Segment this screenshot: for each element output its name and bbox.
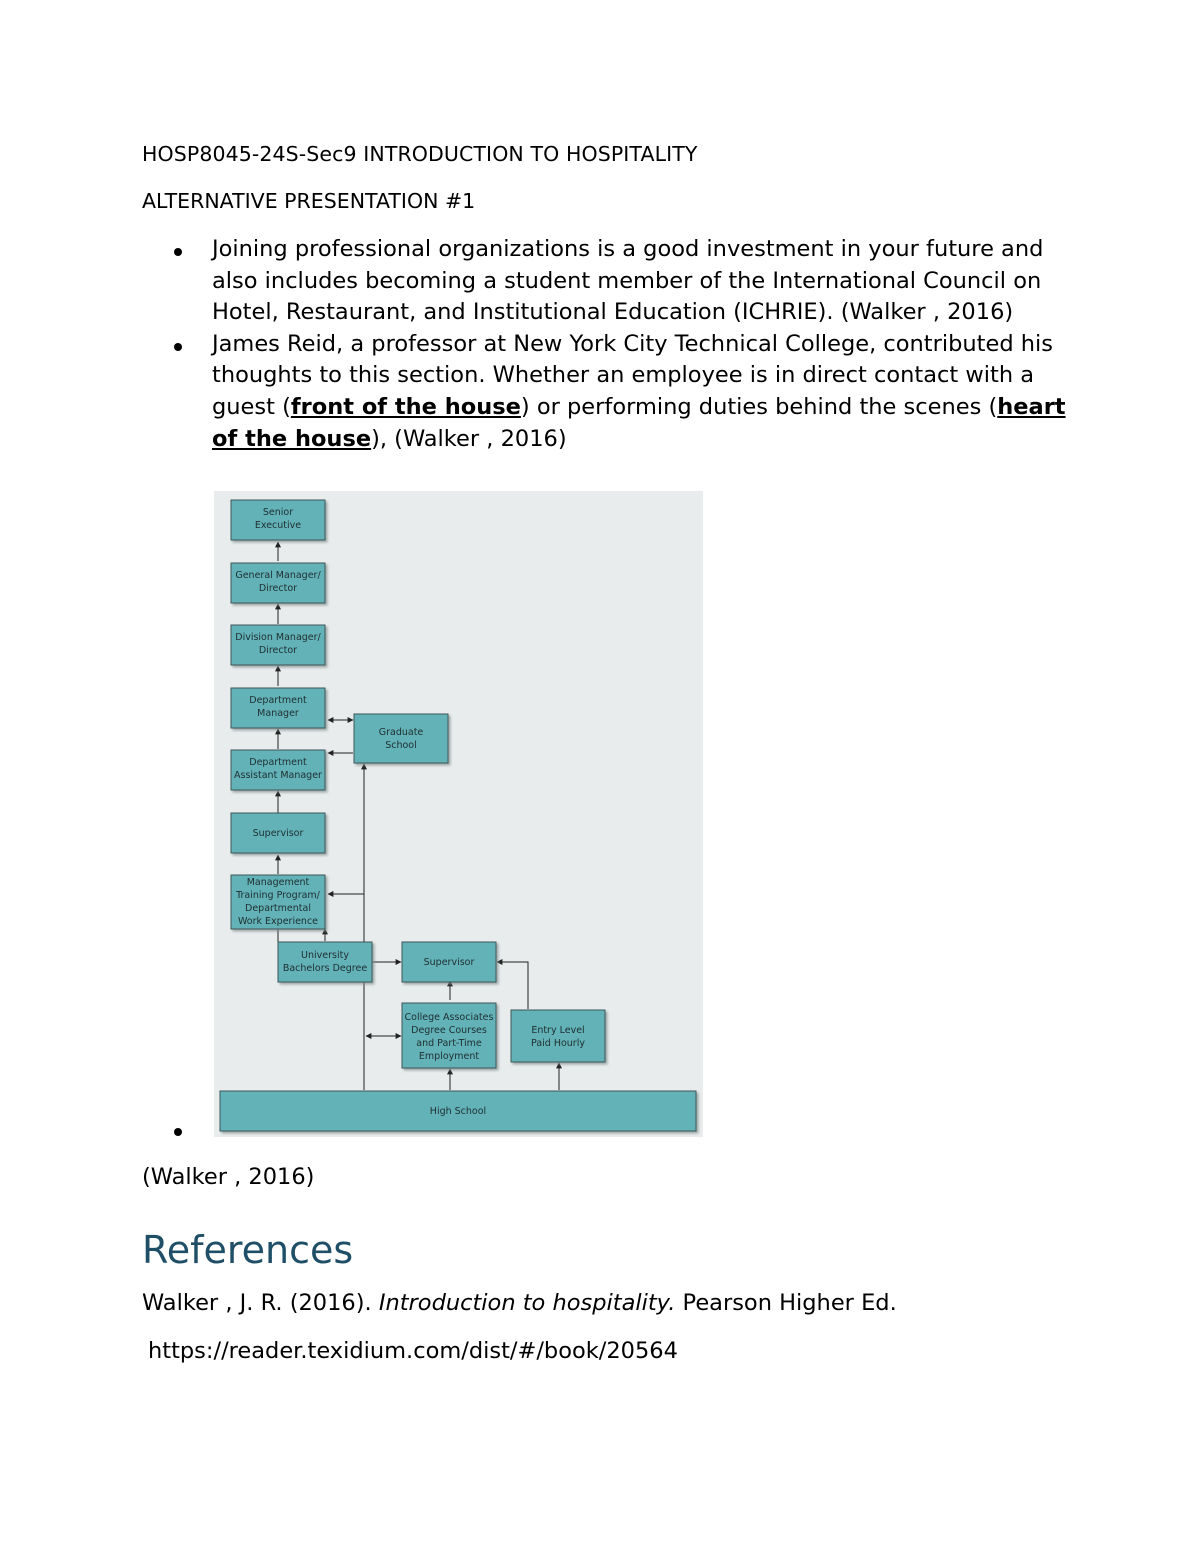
empty-bullet-dot <box>174 1128 182 1136</box>
label-mgmt-training-3: Departmental <box>245 903 311 914</box>
bullet-2-text-b: ) or performing duties behind the scenes ( <box>520 393 998 420</box>
label-supervisor-mid: Supervisor <box>423 957 475 968</box>
career-path-diagram <box>214 491 703 1137</box>
label-dept-mgr-1: Department <box>249 695 307 706</box>
bullet-list <box>142 234 1072 455</box>
bullet-2-text-c: ), (Walker , 2016) <box>371 425 567 452</box>
references-heading: References <box>142 1228 354 1272</box>
label-dept-asst-1: Department <box>249 757 307 768</box>
assignment-title: ALTERNATIVE PRESENTATION #1 <box>142 189 476 213</box>
bullet-item-1 <box>142 234 1072 329</box>
label-college-2: Degree Courses <box>411 1025 487 1036</box>
label-senior-executive-1: Senior <box>262 507 294 518</box>
node-entry-level <box>511 1010 605 1062</box>
node-university-degree <box>278 942 372 982</box>
node-graduate-school <box>354 714 448 763</box>
front-of-house-term: front of the house <box>290 393 521 420</box>
label-supervisor-left: Supervisor <box>252 828 304 839</box>
reference-url: https://reader.texidium.com/dist/#/book/20564 <box>148 1338 678 1364</box>
label-mgmt-training-1: Management <box>246 877 310 888</box>
bullet-dot <box>174 343 182 351</box>
heart-of-house-term: heart of the house <box>212 393 1066 452</box>
label-mgmt-training-2: Training Program/ <box>236 890 320 901</box>
course-title: HOSP8045-24S-Sec9 INTRODUCTION TO HOSPITALITY <box>142 142 698 166</box>
figure-citation: (Walker , 2016) <box>142 1164 315 1190</box>
label-entry-2: Paid Hourly <box>531 1038 585 1049</box>
bullet-1-text: Joining professional organizations is a good investment in your future and also includes becoming a student member of the International Council on Hotel, Restaurant, and Institutional Education (ICHRIE). (Walker , 2016) <box>212 236 1044 326</box>
label-gm-1: General Manager/ <box>235 570 321 581</box>
label-dept-mgr-2: Manager <box>257 708 299 719</box>
bullet-item-2 <box>142 329 1072 455</box>
label-senior-executive-2: Executive <box>254 520 302 531</box>
label-college-3: and Part-Time <box>416 1038 482 1049</box>
label-dept-asst-2: Assistant Manager <box>234 770 322 781</box>
reference-author: Walker , J. R. (2016). <box>142 1290 379 1316</box>
bullet-dot <box>174 248 182 256</box>
label-college-1: College Associates <box>404 1012 494 1023</box>
label-graduate-1: Graduate <box>378 727 424 738</box>
reference-publisher: Pearson Higher Ed. <box>675 1290 897 1316</box>
label-division-1: Division Manager/ <box>235 632 321 643</box>
label-graduate-2: School <box>385 740 417 751</box>
label-division-2: Director <box>258 645 298 656</box>
label-high-school: High School <box>429 1106 487 1117</box>
reference-title: Introduction to hospitality. <box>378 1290 676 1316</box>
reference-entry <box>142 1290 897 1316</box>
label-university-2: Bachelors Degree <box>282 963 368 974</box>
label-mgmt-training-4: Work Experience <box>237 916 319 927</box>
label-gm-2: Director <box>258 583 298 594</box>
label-university-1: University <box>301 950 349 961</box>
label-entry-1: Entry Level <box>531 1025 585 1036</box>
bullet-2-text-a: James Reid, a professor at New York City Technical College, contributed his thoughts to this section. Whether an employee is in direct contact with a guest ( <box>212 330 1053 420</box>
label-college-4: Employment <box>418 1051 480 1062</box>
